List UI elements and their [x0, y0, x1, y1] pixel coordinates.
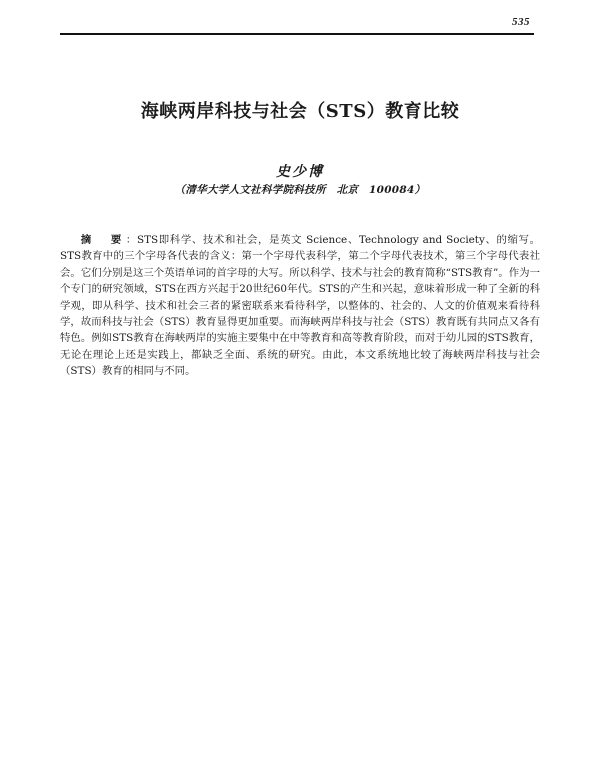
author-name: 史少博: [276, 164, 324, 180]
abstract: [60, 232, 540, 380]
author-affiliation: （清华大学人文社科学院科技所 北京 100084）: [174, 184, 426, 196]
header-rule: [60, 33, 534, 35]
abstract-separator: ：: [125, 234, 137, 246]
abstract-text: STS即科学、技术和社会，是英文 Science、Technology and Society、的缩写。STS教育中的三个字母各代表的含义：第一个字母代表科学，第二个字母代表技术，第三个字母代表社会。它们分别是这三个英语单词的首字母的大写。所以科学、技术与社会的教育简称“STS教育”。作为一个专门的研究领域，STS在西方兴起于20世纪60年代。STS的产生和兴起，意味着形成一种了全新的科学观，即从科学、技术和社会三者的紧密联系来看待科学，以整体的、社会的、人文的价值观来看待科学，故而科技与社会（STS）教育显得更加重要。而海峡两岸科技与社会（STS）教育既有共同点又各有特色。例如STS教育在海峡两岸的实施主要集中在中等教育和高等教育阶段，而对于幼儿园的STS教育，无论在理论上还是实践上，都缺乏全面、系统的研究。由此，本文系统地比较了海峡两岸科技与社会（STS）教育的相同与不同。: [60, 234, 541, 378]
paper-title: 海峡两岸科技与社会（STS）教育比较: [140, 101, 460, 122]
page-number: 535: [512, 16, 530, 28]
abstract-label: 摘 要: [80, 234, 126, 246]
